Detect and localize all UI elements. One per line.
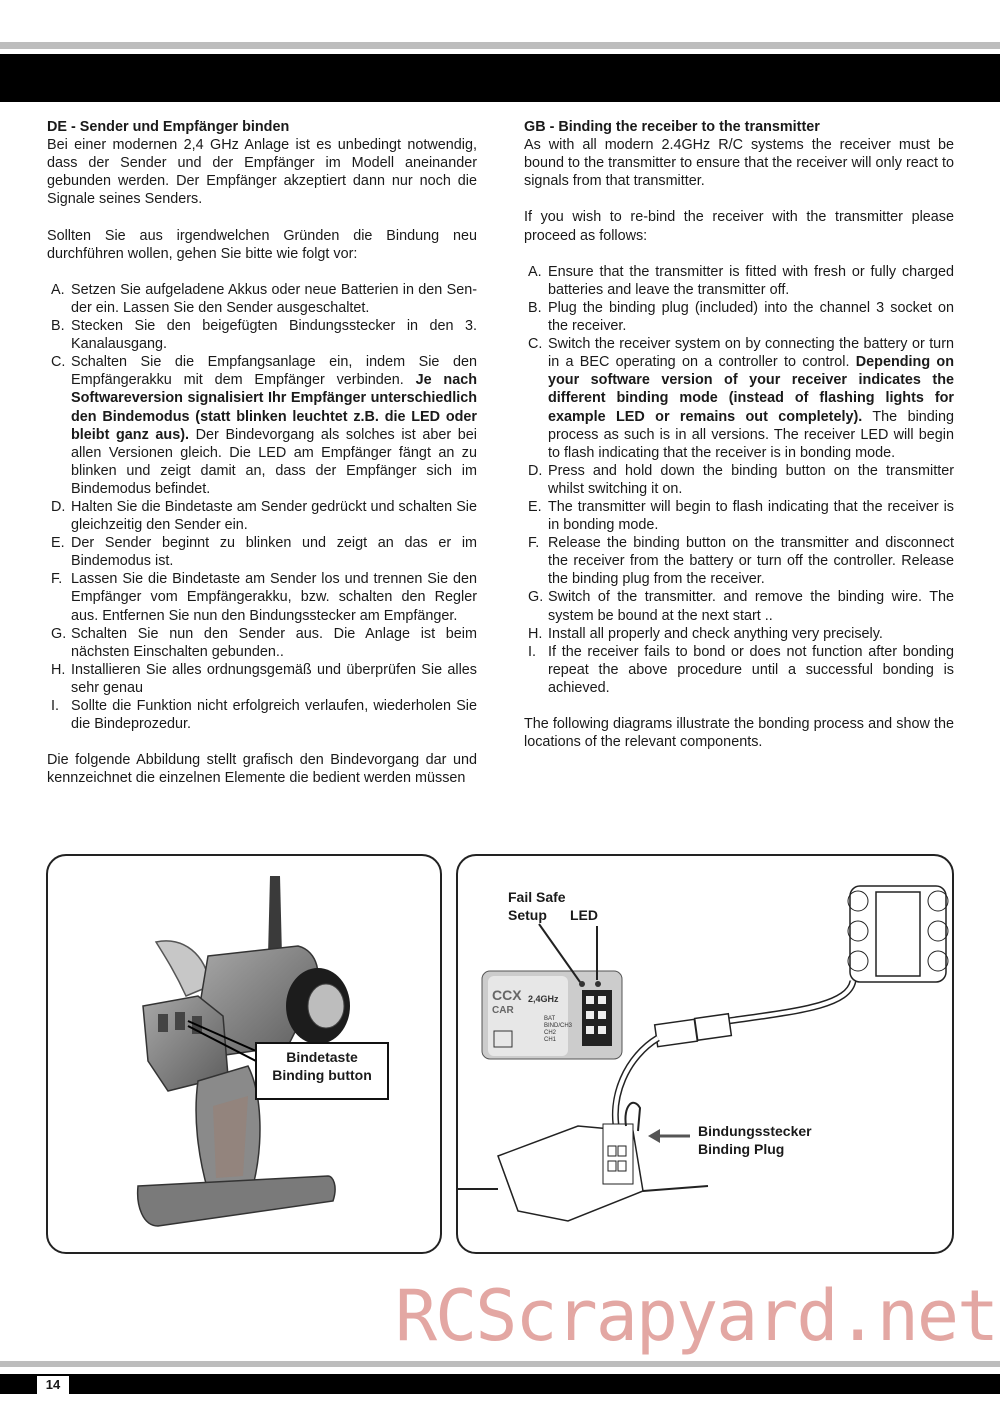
battery-pack-icon [848,886,948,982]
step-de-g: G. Schalten Sie nun den Sender aus. Die Anlage ist beim nächsten Einschalten gebunden.. [51,625,477,660]
bottom-rule [0,1361,1000,1367]
watermark: RCScrapyard.net [395,1275,998,1357]
step-gb-h: H. Install all properly and check anything very precisely. [528,625,883,642]
step-gb-g: G. Switch of the transmitter. and remove the binding wire. The system be bound at the next start .. [528,589,954,624]
antenna-icon [268,876,282,956]
step-gb-d: D. Press and hold down the binding button on the transmitter whilst switching it on. [528,462,954,497]
header-band [0,54,1000,102]
receiver-outline [458,1124,708,1221]
intro2-gb: If you wish to re-bind the receiver with the transmitter please proceed as follows: [524,209,954,244]
step-gb-e: E. The transmitter will begin to flash indicating that the receiver is in bonding mode. [528,498,954,534]
steps-gb [524,263,954,697]
binding-plug-label: Bindungsstecker Binding Plug [698,1123,812,1157]
outro-gb: The following diagrams illustrate the bonding process and show the locations of the relevant components. [524,716,954,751]
receiver-channel-labels: BAT BIND/CH3 CH2 CH1 [544,1016,573,1043]
step-gb-i: I. If the receiver fails to bond or does not function after bonding repeat the above procedure until a successful bonding is achieved. [528,643,954,696]
step-de-h: H. Installieren Sie alles ordnungsgemäß und überprüfen Sie alles sehr genau [51,661,477,696]
heading-de: DE - Sender und Empfänger binden [47,119,290,135]
step-de-e: E. Der Sender beginnt zu blinken und zeigt an das er im Bindemodus ist. [51,535,477,570]
intro-de: Bei einer modernen 2,4 GHz Anlage ist es unbedingt notwendig, dass der Sender und der Empfänger im Modell aneinander gebunden werden. Der Empfänger akzeptiert dann nur noch die Signale seines Senders. [47,137,477,208]
figure-transmitter [46,854,442,1254]
fail-safe-label: Fail Safe Setup [508,889,566,923]
step-de-f: F. Lassen Sie die Bindetaste am Sender los und trennen Sie den Empfänger vom Empfängerakku, bzw. schalten den Regler aus. Entfernen Sie nun den Bindungsstecker am Empfänger. [51,571,477,624]
step-de-b: B. Stecken Sie den beigefügten Bindungsstecker in den 3. Kanalausgang. [51,318,477,353]
step-de-i: I. Sollte die Funktion nicht erfolgreich verlaufen, wiederholen Sie die Bindeprozedur. [51,698,477,733]
page-number: 14 [37,1376,69,1394]
binding-button-callout: Bindetaste Binding button [255,1042,389,1100]
step-gb-a: A. Ensure that the transmitter is fitted with fresh or fully charged batteries and leave the transmitter off. [528,263,954,298]
step-gb-c: C. Switch the receiver system on by connecting the battery or turn in a BEC operating on a controller to control. Depending on your software version of your receiver indicates the different binding mode (instead of flashing lights for example LED or remains out completely). The binding process as such is in all versions. The receiver LED will begin to flash indicating that the receiver is in bonding mode. [528,336,954,461]
step-gb-b: B. Plug the binding plug (included) into the channel 3 socket on the receiver. [528,299,954,335]
step-de-a: A. Setzen Sie aufgeladene Akkus oder neue Batterien in den Sen-der ein. Lassen Sie den Sender ausgeschaltet. [51,281,477,316]
column-de [47,118,477,787]
outro-de: Die folgende Abbildung stellt grafisch den Bindevorgang dar und kennzeichnet die einzelnen Elemente die bedient werden müssen [47,752,477,787]
footer-band [0,1374,1000,1394]
figure-receiver [456,854,954,1254]
receiver-model: CAR [492,1005,514,1016]
step-de-d: D. Halten Sie die Bindetaste am Sender gedrückt und schalten Sie gleichzeitig den Sender ein. [51,498,477,534]
receiver-brand: CCX [492,987,522,1003]
intro2-de: Sollten Sie aus irgendwelchen Gründen die Bindung neu durchführen wollen, gehen Sie bitte wie folgt vor: [47,227,477,262]
receiver-freq: 2,4GHz [528,994,559,1004]
step-gb-f: F. Release the binding button on the transmitter and disconnect the receiver from the battery or turn off the controller. Release the binding plug from the receiver. [528,535,954,588]
steps-de [47,281,477,733]
intro-gb: As with all modern 2.4GHz R/C systems the receiver must be bound to the transmitter to ensure that the receiver will only react to signals from that transmitter. [524,137,954,190]
led-label: LED [570,907,598,923]
top-rule [0,42,1000,49]
led-icon [595,981,601,987]
column-gb [524,118,954,751]
heading-gb: GB - Binding the receiber to the transmitter [524,119,820,135]
step-de-c: C. Schalten Sie die Empfangsanlage ein, indem Sie den Empfängerakku mit dem Empfänger verbinden. Je nach Softwareversion signalisiert Ihr Empfänger unterschiedlich den Bindemodus (statt blinken leuchtet z.B. die LED oder bleibt ganz aus). Der Bindevorgang als solches ist aber bei allen Versionen gleich. Die LED am Empfänger fängt an zu blinken und zeigt damit an, dass der Empfänger sich im Bindemodus befindet. [51,354,478,497]
